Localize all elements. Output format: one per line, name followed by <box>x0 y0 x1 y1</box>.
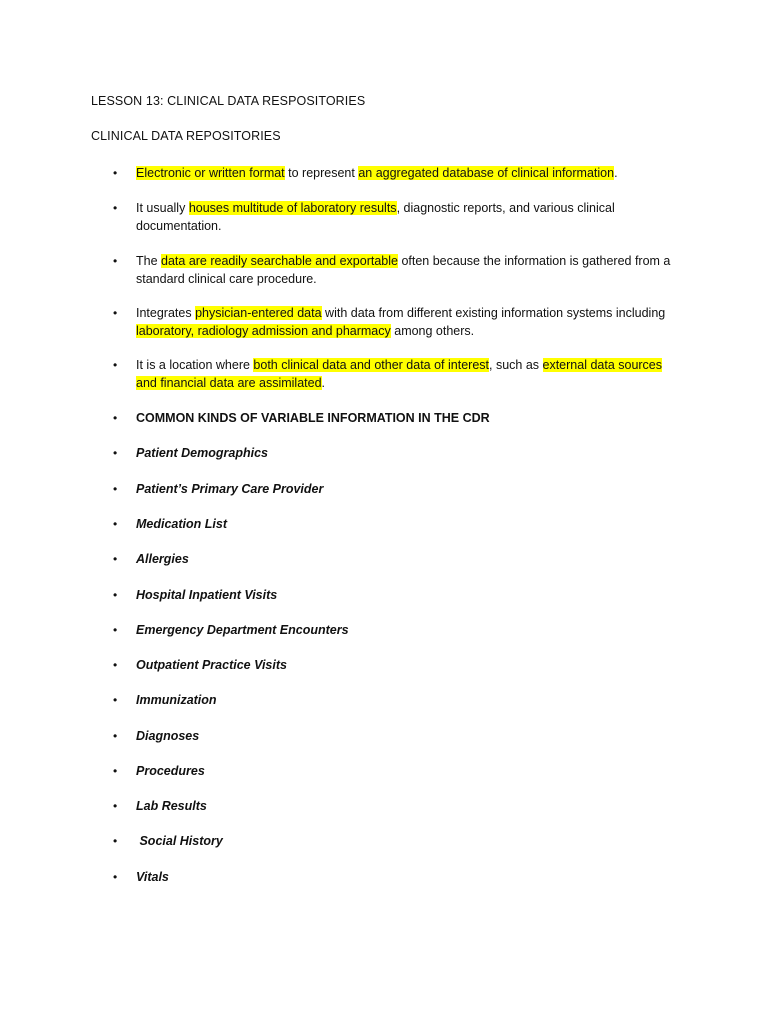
bullet-icon: • <box>113 166 118 180</box>
list-item-text: Emergency Department Encounters <box>136 623 349 637</box>
bullet-icon: • <box>113 623 118 637</box>
list-item-text <box>136 304 676 340</box>
body-text: It usually <box>136 201 189 215</box>
highlighted-text: external data sources and financial data are assimilated <box>136 358 663 390</box>
bullet-icon: • <box>113 764 118 778</box>
body-text: Integrates <box>136 306 196 320</box>
bullet-icon: • <box>113 482 118 496</box>
body-text: , such as <box>489 358 543 372</box>
list-item-text: Outpatient Practice Visits <box>136 658 287 672</box>
bullet-icon: • <box>113 693 118 707</box>
highlighted-text: an aggregated database of clinical information <box>358 166 615 180</box>
bullet-icon: • <box>113 834 118 848</box>
list-item-text: Allergies <box>136 552 189 566</box>
list-item-text: Immunization <box>136 693 217 707</box>
highlighted-text: both clinical data and other data of interest <box>253 358 489 372</box>
list-item-text <box>136 199 676 235</box>
highlighted-text: laboratory, radiology admission and pharmacy <box>136 324 391 338</box>
bullet-icon: • <box>113 588 118 602</box>
list-item-text: Procedures <box>136 764 205 778</box>
bullet-icon: • <box>113 358 118 372</box>
list-item-text <box>136 356 676 392</box>
list-item-text: Hospital Inpatient Visits <box>136 588 278 602</box>
highlighted-text: Electronic or written format <box>136 166 285 180</box>
list-item-text <box>136 252 676 288</box>
bullet-icon: • <box>113 411 118 425</box>
bullet-icon: • <box>113 799 118 813</box>
list-item-text: Vitals <box>136 870 169 884</box>
body-text: . <box>321 376 326 390</box>
body-text: It is a location where <box>136 358 254 372</box>
bullet-icon: • <box>113 658 118 672</box>
bullet-icon: • <box>113 870 118 884</box>
list-item-text: Diagnoses <box>136 729 200 743</box>
body-text: often because the information is gathered from a standard clinical care procedure. <box>136 254 671 286</box>
list-item-text: Patient Demographics <box>136 446 268 460</box>
list-item-text: Medication List <box>136 517 227 531</box>
bullet-icon: • <box>113 201 118 215</box>
body-text: . <box>614 166 618 180</box>
lesson-title: LESSON 13: CLINICAL DATA RESPOSITORIES <box>91 94 366 108</box>
bullet-icon: • <box>113 446 118 460</box>
body-text: The <box>136 254 162 268</box>
list-item-text <box>136 164 676 182</box>
highlighted-text: houses multitude of laboratory results <box>188 201 397 215</box>
kinds-heading: COMMON KINDS OF VARIABLE INFORMATION IN THE CDR <box>136 411 490 425</box>
bullet-icon: • <box>113 729 118 743</box>
bullet-icon: • <box>113 517 118 531</box>
list-item-text: Patient’s Primary Care Provider <box>136 482 324 496</box>
body-text: to represent <box>284 166 359 180</box>
highlighted-text: physician-entered data <box>195 306 322 320</box>
list-item-text: Lab Results <box>136 799 207 813</box>
highlighted-text: data are readily searchable and exportable <box>161 254 398 268</box>
list-item-text: Social History <box>136 834 223 848</box>
body-text: among others. <box>390 324 475 338</box>
bullet-icon: • <box>113 552 118 566</box>
bullet-icon: • <box>113 306 118 320</box>
bullet-icon: • <box>113 254 118 268</box>
section-heading: CLINICAL DATA REPOSITORIES <box>91 129 281 143</box>
body-text: , diagnostic reports, and various clinical documentation. <box>136 201 615 233</box>
body-text: with data from different existing information systems including <box>321 306 666 320</box>
